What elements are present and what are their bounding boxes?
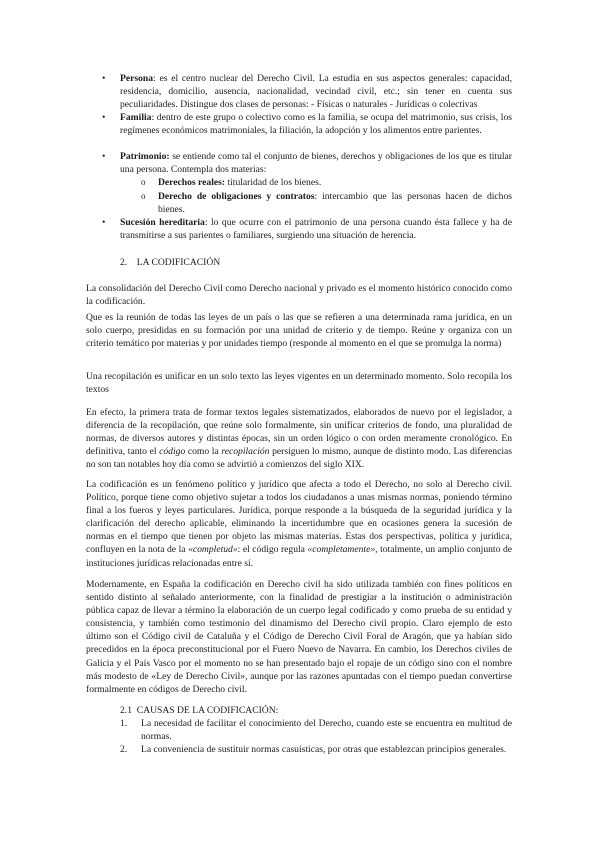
bullet-text: : dentro de este grupo o colectivo como es la familia, se ocupa del matrimonio, sus crisis, los regímenes económicos matrimoniales, la filiación, la adopción y los alimentos entre parientes.: [120, 112, 512, 137]
bullet-marker: •: [102, 73, 106, 84]
paragraph: Modernamente, en España la codificación en Derecho civil ha sido utilizada también con fines políticos en sentido distinto al señalado anteriormente, con la finalidad de prestigiar a la institución o administración pública capaz de llevar a término la elaboración de un cuerpo legal codificado y como prueba de su entidad y consistencia, y también como testimonio del dinamismo del Derecho civil propio. Claro ejemplo de esto último son el Código civil de Cataluña y el Código de Derecho Civil Foral de Aragón, que ya habían sido precedidos en la época preconstitucional por el Fuero Nuevo de Navarra. En cambio, los Derechos civiles de Galicia y el País Vasco por el momento no se han presentado bajo el ropaje de un código sino con el nombre más modesto de «Ley de Derecho Civil», aunque por las razones apuntadas con el tiempo puedan convertirse formalmente en códigos de Derecho civil.: [86, 579, 512, 695]
paragraph-text: como la: [185, 446, 222, 458]
bullet-term: Patrimonio:: [120, 151, 170, 162]
bullet-text: : lo que ocurre con el patrimonio de una persona cuando ésta fallece y ha de transmitirse a sus parientes o familiares, surgiendo una situación de herencia.: [120, 217, 512, 242]
sub-bullet-marker: o: [141, 177, 146, 187]
list-item: La necesidad de facilitar el conocimiento del Derecho, cuando este se encuentra en multitud de normas.: [141, 718, 512, 743]
sub-item-text: : intercambio que las personas hacen de dichos bienes.: [158, 191, 512, 216]
bullet-text: : es el centro nuclear del Derecho Civil. La estudia en sus aspectos generales: capacidad, residencia, domicilio, ausencia, nacionalidad, vecindad civil, etc.; sin tener en cuenta sus peculiaridades. Distingue dos clases de personas: - Físicas o naturales - Jurídicas o colectivas: [120, 73, 512, 111]
sub-item-obligaciones: [158, 190, 512, 216]
paragraph-text: En efecto, la primera trata de formar textos legales sistematizados, elaborados de nuevo por el legislador, a diferencia de la recopilación, que reúne solo formalmente, sin unificar criterios de fondo, una pluralidad de normas, de diversos autores y distintas épocas, sin un orden lógico o con orden meramente cronológico. En definitiva, tanto el: [86, 407, 512, 458]
paragraph-text: persiguen lo mismo, aunque de distinto modo. Las diferencias no son tan notables hoy día como se advirtió a comienzos del siglo XIX.: [86, 446, 513, 471]
sub-item-text: titularidad de los bienes.: [225, 177, 322, 188]
sub-item-derechos-reales: [158, 176, 512, 189]
paragraph: Que es la reunión de todas las leyes de un país o las que se refieren a una determinada rama jurídica, en un solo cuerpo, presididas en su formación por una unidad de criterio y de tiempo. Reúne y organiza con un criterio temático por materias y por unidades tiempo (responde al momento en el que se promulga la norma): [86, 312, 512, 350]
bullet-text: se entiende como tal el conjunto de bienes, derechos y obligaciones de los que es titular una persona. Contempla dos materias:: [120, 151, 512, 176]
paragraph: [86, 406, 512, 471]
paragraph-italic: código: [159, 446, 186, 458]
list-number: 2.: [120, 744, 128, 755]
bullet-marker: •: [102, 151, 106, 162]
section-heading: 2. LA CODIFICACIÓN: [120, 257, 221, 268]
paragraph-italic: «completud»: [188, 544, 238, 556]
bullet-sucesion: [120, 216, 512, 242]
paragraph-text: : el código regula: [237, 544, 308, 556]
bullet-patrimonio: [120, 150, 512, 176]
sub-item-term: Derechos reales:: [158, 177, 226, 188]
paragraph-italic: «completamente»: [307, 544, 376, 556]
list-item: La conveniencia de sustituir normas casuísticas, por otras que establezcan principios generales.: [141, 744, 507, 755]
bullet-term: Persona: [120, 73, 154, 84]
paragraph: [86, 478, 512, 570]
bullet-persona: [120, 72, 512, 111]
paragraph-italic: recopilación: [221, 446, 270, 458]
sub-item-term: Derecho de obligaciones y contratos: [158, 191, 315, 202]
bullet-familia: [120, 111, 512, 137]
paragraph-text: La codificación es un fenómeno político y jurídico que afecta a todo el Derecho, no solo al Derecho civil. Político, porque tiene como objetivo sujetar a todos los ciudadanos a unas mismas normas, poniendo término final a los fueros y leyes particulares. Jurídica, porque responde a la búsqueda de la seguridad jurídica y la clarificación del derecho aplicable, eliminando la incertidumbre que en ocasiones genera la sucesión de normas en el tiempo que tienen por objeto las mismas materias. Estas dos perspectivas, política y jurídica, confluyen en la nota de la: [86, 479, 512, 556]
paragraph-text: , totalmente, un amplio conjunto de instituciones jurídicas relacionadas entre sí.: [86, 544, 512, 569]
bullet-term: Sucesión hereditaria: [120, 217, 205, 228]
paragraph: Una recopilación es unificar en un solo texto las leyes vigentes en un determinado momento. Solo recopila los textos: [86, 371, 512, 396]
sub-bullet-marker: o: [141, 191, 146, 201]
bullet-marker: •: [102, 112, 106, 123]
bullet-marker: •: [102, 217, 106, 228]
list-number: 1.: [120, 718, 128, 729]
bullet-term: Familia: [120, 112, 152, 123]
paragraph: La consolidación del Derecho Civil como Derecho nacional y privado es el momento histórico conocido como la codificación.: [86, 283, 512, 308]
subsection-heading: 2.1 CAUSAS DE LA CODIFICACIÓN:: [120, 705, 279, 716]
